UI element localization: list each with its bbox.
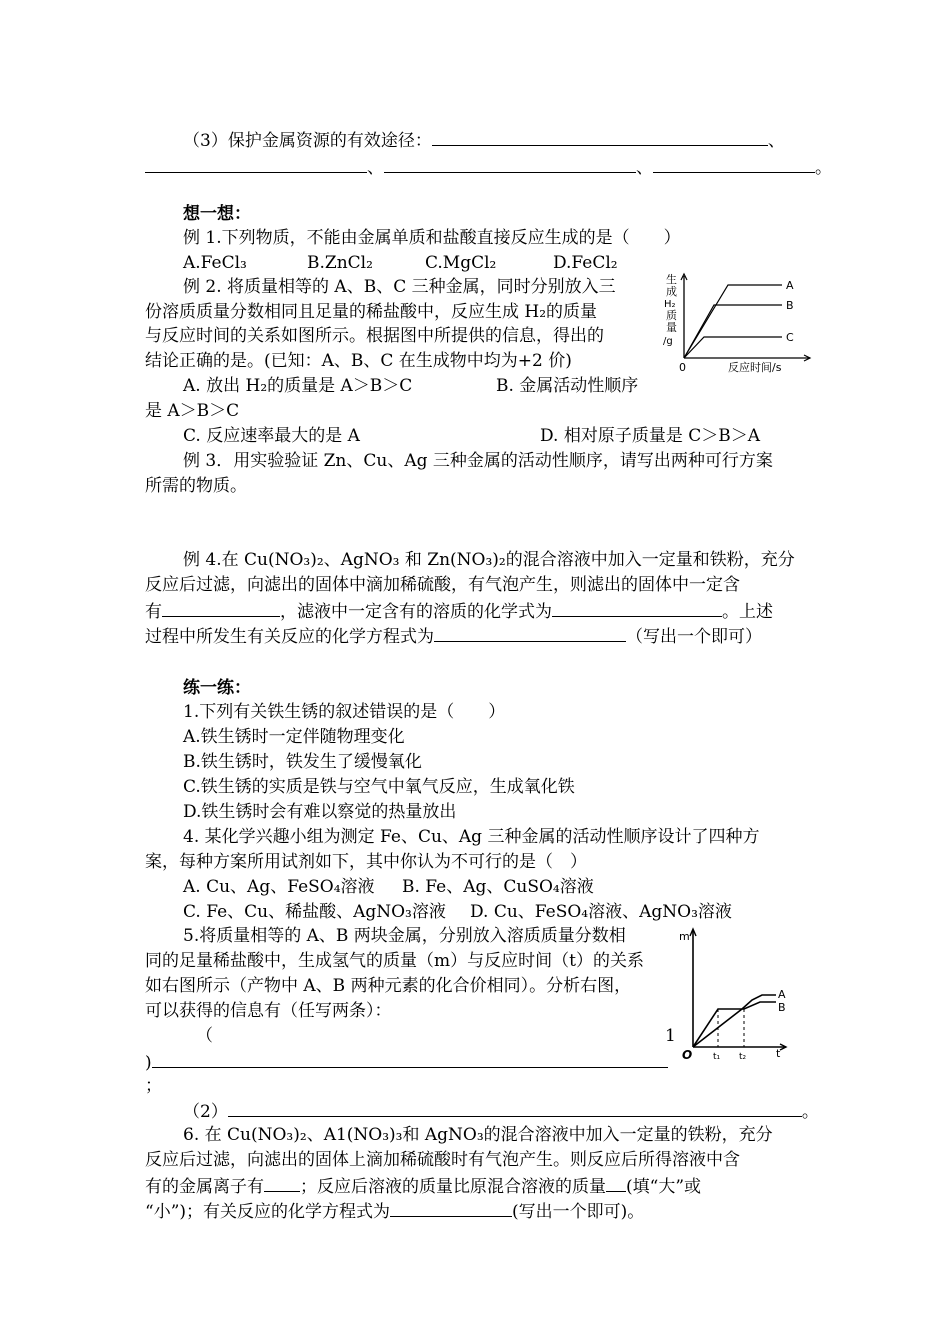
ex4-text: 有 (145, 602, 162, 622)
ex3-line-2: 所需的物质。 (145, 476, 247, 496)
ex2-ylabel-2: 成 (666, 285, 677, 298)
q3-blank-1[interactable] (432, 127, 768, 146)
ex4-text: ，滤液中一定含有的溶质的化学式为 (280, 602, 552, 622)
ex4-line-2: 反应后过滤，向滤出的固体中滴加稀硫酸，有气泡产生，则滤出的固体中一定含 (145, 575, 740, 595)
ex2-xlabel: 反应时间/s (728, 361, 782, 374)
ex4-line-4 (145, 623, 762, 649)
p6-text: (写出一个即可)。 (512, 1202, 645, 1222)
p4-option-a: A. Cu、Ag、FeSO₄溶液 (183, 877, 375, 897)
q3-line2 (145, 154, 832, 180)
ex4-line-1: 例 4.在 Cu(NO₃)₂、AgNO₃ 和 Zn(NO₃)₂的混合溶液中加入一定量和铁粉，充分 (183, 550, 795, 570)
p5-curve-a-label: A (778, 988, 786, 1001)
ex1-stem: 例 1.下列物质，不能由金属单质和盐酸直接反应生成的是（ ） (183, 228, 681, 248)
p5-origin: O (682, 1048, 693, 1062)
ex2-curve-c-label: C (786, 331, 794, 344)
p5-line-3: 如右图所示（产物中 A、B 两种元素的化合价相同）。分析右图， (145, 976, 632, 996)
ex2-origin: 0 (679, 361, 686, 374)
p6-text: (填“大”或 (626, 1177, 702, 1197)
p1-option-c: C.铁生锈的实质是铁与空气中氧气反应，生成氧化铁 (183, 777, 575, 797)
ex2-line-3: 与反应时间的关系如图所示。根据图中所提供的信息，得出的 (145, 326, 604, 346)
ex2-ylabel-1: 生 (666, 273, 677, 286)
ex4-text: （写出一个即可） (626, 627, 762, 647)
p6-blank-mass[interactable] (606, 1173, 626, 1192)
p5-answer-2 (183, 1098, 819, 1124)
p1-option-a: A.铁生锈时一定伴随物理变化 (183, 727, 405, 747)
q3-blank-2[interactable] (145, 154, 367, 173)
ex2-option-d: D. 相对原子质量是 C＞B＞A (540, 426, 761, 446)
p5-t2-label: t₂ (739, 1052, 747, 1062)
p5-curve-b (693, 1002, 776, 1047)
p5-line-1: 5.将质量相等的 A、B 两块金属，分别放入溶质质量分数相 (183, 926, 626, 946)
p6-text: 有的金属离子有 (145, 1177, 264, 1197)
p1-option-d: D.铁生锈时会有难以察觉的热量放出 (183, 802, 457, 822)
p5-blank-1[interactable] (152, 1049, 668, 1068)
ex2-curve-b-label: B (786, 299, 794, 312)
ex4-blank-solid[interactable] (162, 598, 280, 617)
p6-blank-equation[interactable] (390, 1198, 512, 1217)
ex2-option-a: A. 放出 H₂的质量是 A＞B＞C (183, 376, 413, 396)
p4-option-c: C. Fe、Cu、稀盐酸、AgNO₃溶液 (183, 902, 446, 922)
q3-end: 。 (815, 158, 832, 178)
p5-ylabel: m (679, 930, 690, 943)
q3-separator: 、 (367, 158, 384, 178)
p5-curve-b-label: B (778, 1001, 786, 1014)
p6-line-3 (145, 1173, 701, 1199)
ex4-line-3 (145, 598, 773, 624)
q3-separator: 、 (636, 158, 653, 178)
p1-option-b: B.铁生锈时，铁发生了缓慢氧化 (183, 752, 422, 772)
p6-text: “小”)；有关反应的化学方程式为 (145, 1202, 391, 1222)
ex4-blank-solute[interactable] (552, 598, 722, 617)
ex2-figure (660, 270, 815, 375)
p4-line-2: 案，每种方案所用试剂如下，其中你认为不可行的是（ ） (145, 852, 587, 872)
p6-blank-ions[interactable] (264, 1173, 300, 1192)
p5-item-number: 1 (665, 1026, 676, 1046)
p5-end: 。 (801, 1102, 819, 1122)
ex2-option-b-cont: 是 A＞B＞C (145, 401, 240, 421)
p4-line-1: 4. 某化学兴趣小组为测定 Fe、Cu、Ag 三种金属的活动性顺序设计了四种方 (183, 827, 760, 847)
ex2-line-4: 结论正确的是。(已知：A、B、C 在生成物中均为+2 价) (145, 351, 572, 371)
ex2-curve-c (684, 337, 782, 358)
p5-graph (676, 925, 794, 1065)
p6-line-4 (145, 1198, 644, 1224)
p5-paren-close: ) (145, 1053, 152, 1073)
ex2-line-2: 份溶质质量分数相同且足量的稀盐酸中，反应生成 H₂的质量 (145, 302, 598, 322)
q3-separator: 、 (767, 131, 785, 151)
ex2-ylabel-3: H₂ (664, 299, 676, 310)
practice-heading: 练一练： (183, 678, 251, 698)
q3-line1 (183, 127, 785, 153)
p5-t-label: t (776, 1047, 781, 1060)
p5-paren-open: （ (196, 1026, 213, 1046)
p5-answer-1 (145, 1049, 668, 1075)
ex2-graph (660, 270, 815, 375)
ex2-line-1: 例 2. 将质量相等的 A、B、C 三种金属，同时分别放入三 (183, 277, 616, 297)
ex2-curve-a-label: A (786, 279, 794, 292)
p5-t1-label: t₁ (713, 1052, 721, 1062)
ex2-option-c: C. 反应速率最大的是 A (183, 426, 360, 446)
ex3-line-1: 例 3．用实验验证 Zn、Cu、Ag 三种金属的活动性顺序，请写出两种可行方案 (183, 451, 773, 471)
ex1-option-d: D.FeCl₂ (553, 253, 618, 273)
p6-text: ；反应后溶液的质量比原混合溶液的质量 (300, 1177, 606, 1197)
q3-blank-4[interactable] (653, 154, 815, 173)
ex4-text: 过程中所发生有关反应的化学方程式为 (145, 627, 434, 647)
ex4-blank-equation[interactable] (434, 623, 626, 642)
p5-line-4: 可以获得的信息有（任写两条）： (145, 1001, 392, 1021)
q3-stem: （3）保护金属资源的有效途径： (183, 131, 432, 151)
p6-line-2: 反应后过滤，向滤出的固体上滴加稀硫酸时有气泡产生。则反应后所得溶液中含 (145, 1150, 740, 1170)
ex1-option-b: B.ZnCl₂ (307, 253, 373, 273)
ex2-curve-a (684, 285, 782, 358)
p5-item2-label: （2） (183, 1102, 228, 1122)
p5-figure (676, 925, 794, 1065)
p5-semicolon: ； (145, 1076, 162, 1096)
think-heading: 想一想： (183, 204, 251, 224)
p1-stem: 1.下列有关铁生锈的叙述错误的是（ ） (183, 702, 506, 722)
ex2-ylabel-4: 质 (666, 309, 677, 322)
p4-option-b: B. Fe、Ag、CuSO₄溶液 (402, 877, 594, 897)
ex2-ylabel-5: 量 (666, 321, 677, 334)
ex1-option-c: C.MgCl₂ (425, 253, 497, 273)
p6-line-1: 6. 在 Cu(NO₃)₂、A1(NO₃)₃和 AgNO₃的混合溶液中加入一定量的铁粉，充分 (183, 1125, 773, 1145)
ex2-option-b: B. 金属活动性顺序 (496, 376, 639, 396)
ex2-curve-b (684, 305, 782, 358)
p5-line-2: 同的足量稀盐酸中，生成氢气的质量（m）与反应时间（t）的关系 (145, 951, 644, 971)
p5-blank-2[interactable] (228, 1098, 802, 1117)
ex2-ylabel-6: /g (663, 336, 673, 347)
q3-blank-3[interactable] (384, 154, 636, 173)
ex1-option-a: A.FeCl₃ (183, 253, 247, 273)
ex4-text: 。上述 (722, 602, 773, 622)
p4-option-d: D. Cu、FeSO₄溶液、AgNO₃溶液 (470, 902, 732, 922)
